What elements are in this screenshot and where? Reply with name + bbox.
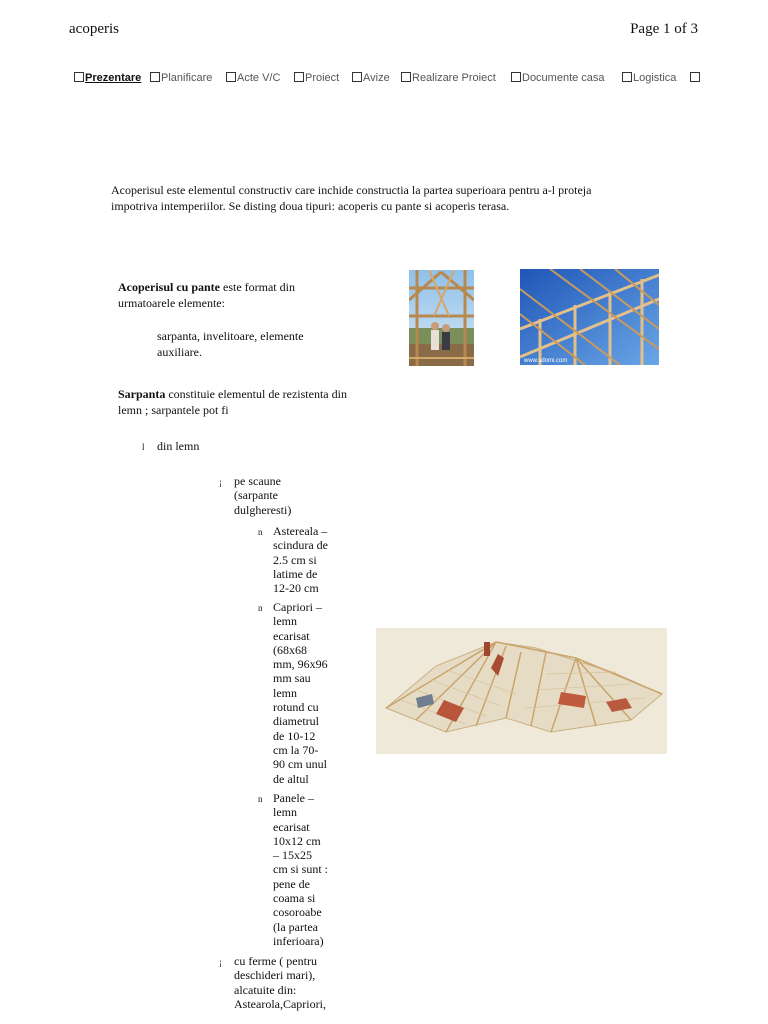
checkbox-icon [150,72,160,82]
nav-item-avize[interactable]: Avize [352,72,390,84]
intro-paragraph [111,182,671,214]
nav-item-more[interactable] [690,72,701,84]
roof-frame-photo-image [409,270,474,366]
nav-item-logistica[interactable]: Logistica [622,72,676,84]
bullet-marker: l [142,442,145,452]
intro-line-1: Acoperisul este elementul constructiv care inchide constructia la partea superioara pentru a-l proteja [111,183,592,197]
checkbox-icon [511,72,521,82]
intro-line-2: impotriva intemperiilor. Se disting doua tipuri: acoperis cu pante si acoperis terasa. [111,199,510,213]
list-item-din-lemn: din lemn [157,439,200,453]
checkbox-icon [401,72,411,82]
checkbox-icon [226,72,236,82]
nav-item-proiect[interactable]: Proiect [294,72,339,84]
nav-item-documente-casa[interactable]: Documente casa [511,72,605,84]
roof-structure-render-image [376,628,667,754]
roof-trusses-photo [520,269,659,365]
bullet-marker: n [258,527,263,537]
nav-item-planificare[interactable]: Planificare [150,72,212,84]
checkbox-icon [352,72,362,82]
photo-caption: www.sdomi.com [524,358,568,364]
bullet-marker: ¡ [219,477,222,487]
bullet-marker: n [258,794,263,804]
nav-bar [74,72,704,88]
bullet-marker: ¡ [219,957,222,967]
list-item-pe-scaune: pe scaune (sarpante dulgheresti) [234,474,292,517]
nav-item-prezentare[interactable]: Prezentare [74,72,141,84]
nav-item-realizare-proiect[interactable]: Realizare Proiect [401,72,496,84]
roof-trusses-photo-image [520,269,659,365]
list-item-panele: Panele – lemn ecarisat 10x12 cm – 15x25 cm si sunt : pene de coama si cosoroabe (la partea inferioara) [273,791,329,948]
pante-term: Acoperisul cu pante [118,280,220,294]
list-item-cu-ferme: cu ferme ( pentru deschideri mari), alcatuite din: Astearola,Capriori, [234,954,326,1011]
list-item-astereala: Astereala – scindura de 2.5 cm si latime de 12-20 cm [273,524,328,596]
pante-elements: sarpanta, invelitoare, elemente auxiliare. [157,329,304,359]
sarpanta-term: Sarpanta [118,387,166,401]
list-item-capriori: Capriori – lemn ecarisat (68x68 mm, 96x96 mm sau lemn rotund cu diametrul de 10-12 cm la 70- 90 cm unul de altul [273,600,328,786]
sarpanta-paragraph: Sarpanta constituie elementul de rezistenta din lemn ; sarpantele pot fi [118,387,347,417]
checkbox-icon [294,72,304,82]
page-indicator: Page 1 of 3 [630,21,698,37]
checkbox-icon [690,72,700,82]
document-title: acoperis [69,21,119,37]
checkbox-icon [74,72,84,82]
nav-item-acte[interactable]: Acte V/C [226,72,280,84]
bullet-marker: n [258,603,263,613]
roof-structure-render [376,628,667,754]
pante-paragraph: Acoperisul cu pante este format din urmatoarele elemente: [118,280,295,310]
roof-frame-photo [409,270,474,366]
checkbox-icon [622,72,632,82]
